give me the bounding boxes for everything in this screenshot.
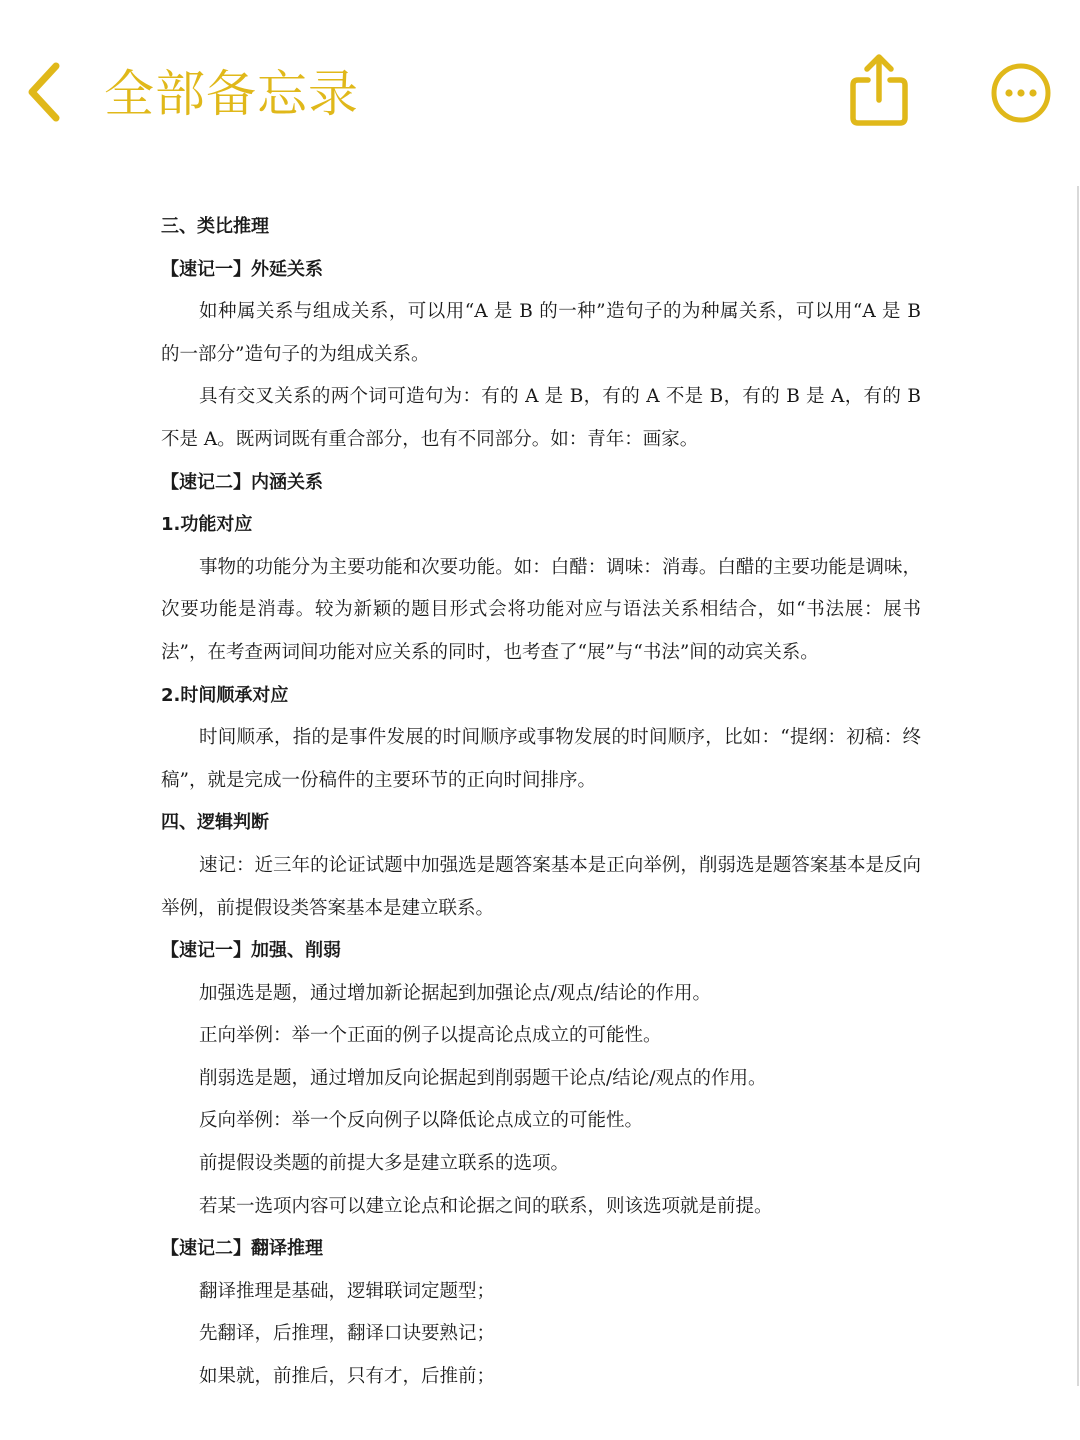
text-line: 先翻译，后推理，翻译口诀要熟记； [199, 1323, 496, 1345]
more-button[interactable] [990, 62, 1052, 124]
text-line: 前提假设类题的前提大多是建立联系的选项。 [199, 1153, 570, 1175]
chevron-left-icon [22, 58, 70, 126]
text-line: 加强选是题，通过增加新论据起到加强论点/观点/结论的作用。 [199, 982, 711, 1004]
subheading: 2.时间顺承对应 [161, 684, 289, 706]
nav-bar [0, 0, 1080, 180]
subheading: 1.功能对应 [161, 514, 253, 536]
paragraph: 事物的功能分为主要功能和次要功能。如：白醋：调味：消毒。白醋的主要功能是调味，次要功能是消毒。较为新颖的题目形式会将功能对应与语法关系相结合，如“书法展：展书法”，在考查两词间功能对应关系的同时，也考查了“展”与“书法”间的动宾关系。 [161, 556, 921, 663]
back-button[interactable] [22, 58, 70, 126]
text-line: 翻译推理是基础，逻辑联词定题型； [199, 1280, 496, 1302]
text-line: 正向举例：举一个正面的例子以提高论点成立的可能性。 [199, 1025, 662, 1047]
subsection-heading: 【速记二】翻译推理 [161, 1238, 323, 1260]
section-heading: 四、逻辑判断 [161, 812, 269, 834]
paragraph: 时间顺承，指的是事件发展的时间顺序或事物发展的时间顺序，比如：“提纲：初稿：终稿”，就是完成一份稿件的主要环节的正向时间排序。 [161, 727, 921, 791]
section-heading: 三、类比推理 [161, 216, 269, 237]
share-icon [848, 52, 910, 128]
note-body[interactable] [161, 206, 921, 1399]
text-line: 削弱选是题，通过增加反向论据起到削弱题干论点/结论/观点的作用。 [199, 1067, 767, 1089]
share-button[interactable] [848, 52, 910, 128]
subsection-heading: 【速记二】内涵关系 [161, 471, 323, 493]
scrollbar[interactable] [1077, 186, 1079, 1386]
paragraph: 如种属关系与组成关系，可以用“A 是 B 的一种”造句子的为种属关系，可以用“A 是 B 的一部分”造句子的为组成关系。 [161, 301, 921, 365]
back-title-all-notes[interactable]: 全部备忘录 [104, 65, 359, 123]
text-line: 如果就，前推后，只有才，后推前； [199, 1366, 496, 1388]
text-line: 反向举例：举一个反向例子以降低论点成立的可能性。 [199, 1110, 644, 1132]
subsection-heading: 【速记一】加强、削弱 [161, 940, 341, 962]
ellipsis-circle-icon [990, 62, 1052, 124]
paragraph: 速记：近三年的论证试题中加强选是题答案基本是正向举例，削弱选是题答案基本是反向举例，前提假设类答案基本是建立联系。 [161, 854, 921, 919]
subsection-heading: 【速记一】外延关系 [161, 258, 323, 280]
text-line: 若某一选项内容可以建立论点和论据之间的联系，则该选项就是前提。 [199, 1195, 773, 1217]
paragraph: 具有交叉关系的两个词可造句为：有的 A 是 B，有的 A 不是 B，有的 B 是 A，有的 B 不是 A。既两词既有重合部分，也有不同部分。如：青年：画家。 [161, 386, 921, 450]
